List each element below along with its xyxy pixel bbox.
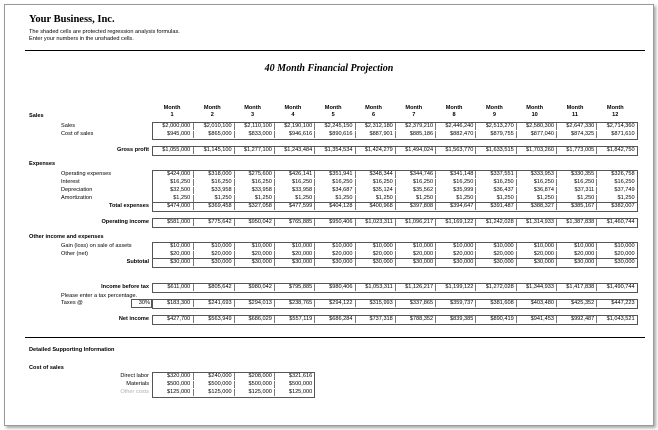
value-cell[interactable]: $294,122: [314, 300, 353, 307]
value-cell[interactable]: $882,470: [435, 131, 474, 138]
value-cell: $30,000: [475, 259, 514, 266]
value-cell[interactable]: $16,250: [314, 179, 353, 186]
value-cell: $1,354,534: [314, 147, 353, 154]
cost-value-cell[interactable]: $125,000: [193, 389, 232, 396]
row-label: Other (net): [61, 251, 89, 257]
row-label: Sales: [61, 123, 75, 129]
month-header-label: Month: [405, 105, 423, 111]
value-cell[interactable]: $425,352: [556, 300, 595, 307]
value-cell: $980,042: [234, 284, 273, 291]
value-cell[interactable]: $318,000: [193, 171, 232, 178]
value-cell: $391,487: [475, 203, 514, 210]
value-cell: $30,000: [596, 259, 635, 266]
row-label: Net income: [118, 316, 149, 322]
value-cell[interactable]: $10,000: [435, 243, 474, 250]
bottom-rule: [25, 337, 645, 338]
value-cell: $795,885: [274, 284, 313, 291]
value-cell[interactable]: $2,000,000: [162, 123, 191, 129]
value-cell: $581,000: [166, 219, 191, 225]
value-cell[interactable]: $16,250: [435, 179, 474, 186]
value-cell: $1,417,838: [556, 284, 595, 291]
value-cell[interactable]: $20,000: [355, 251, 394, 258]
row-label: Cost of sales: [61, 131, 94, 137]
value-cell[interactable]: $16,250: [274, 179, 313, 186]
value-cell: $1,096,217: [395, 219, 434, 226]
value-cell: $474,000: [166, 203, 191, 209]
row-label: Total expenses: [109, 203, 149, 209]
value-cell: $397,808: [395, 203, 434, 210]
value-cell[interactable]: $337,865: [395, 300, 434, 307]
value-cell: $30,000: [234, 259, 273, 266]
value-cell: $30,000: [274, 259, 313, 266]
month-header-number: 12: [612, 112, 619, 118]
value-cell: $765,885: [274, 219, 313, 226]
value-cell[interactable]: $34,687: [314, 187, 353, 194]
value-cell: $805,642: [193, 284, 232, 291]
value-cell[interactable]: $35,124: [355, 187, 394, 194]
value-cell: $1,169,122: [435, 219, 474, 226]
cost-value-cell[interactable]: $320,000: [166, 373, 191, 379]
value-cell: $1,842,750: [596, 147, 635, 154]
value-cell: $1,460,744: [596, 219, 635, 226]
month-header-label: Month: [445, 105, 463, 111]
value-cell: $1,773,005: [556, 147, 595, 154]
value-cell: $788,352: [395, 316, 434, 323]
value-cell[interactable]: $20,000: [193, 251, 232, 258]
value-cell: $388,327: [516, 203, 555, 210]
value-cell[interactable]: $16,250: [234, 179, 273, 186]
month-header-label: Month: [606, 105, 624, 111]
value-cell: $557,119: [274, 316, 313, 323]
cost-value-cell[interactable]: $500,000: [274, 381, 313, 388]
value-cell: $1,145,100: [193, 147, 232, 154]
value-cell[interactable]: $10,000: [516, 243, 555, 250]
value-cell[interactable]: $10,000: [170, 243, 191, 249]
row-label: Interest: [61, 179, 80, 185]
value-cell: $30,000: [556, 259, 595, 266]
value-cell[interactable]: $326,758: [596, 171, 635, 178]
value-cell[interactable]: $330,355: [556, 171, 595, 178]
month-header-label: Month: [526, 105, 544, 111]
value-cell[interactable]: $879,755: [475, 131, 514, 138]
value-cell[interactable]: $32,500: [170, 187, 191, 193]
value-cell[interactable]: $1,250: [475, 195, 514, 202]
value-cell[interactable]: $2,312,180: [355, 123, 394, 130]
cost-value-cell[interactable]: $321,616: [274, 373, 313, 380]
value-cell[interactable]: $20,000: [556, 251, 595, 258]
value-cell: $327,058: [234, 203, 273, 210]
value-cell[interactable]: $1,250: [355, 195, 394, 202]
value-cell[interactable]: $2,647,330: [556, 123, 595, 130]
row-label: Income before tax: [101, 284, 149, 290]
value-cell: $1,023,311: [355, 219, 394, 226]
month-header-label: Month: [365, 105, 382, 111]
month-header-number: 1: [170, 112, 174, 118]
value-cell[interactable]: $333,953: [516, 171, 555, 178]
value-cell[interactable]: $33,958: [274, 187, 313, 194]
value-cell[interactable]: $294,013: [234, 300, 273, 307]
month-header-number: 11: [572, 112, 578, 118]
value-cell: $477,599: [274, 203, 313, 210]
value-cell[interactable]: $20,000: [596, 251, 635, 258]
value-cell[interactable]: $241,693: [193, 300, 232, 307]
value-cell[interactable]: $35,562: [395, 187, 434, 194]
value-cell: $1,053,311: [355, 284, 394, 291]
value-cell: $611,000: [167, 284, 191, 290]
cost-value-cell[interactable]: $125,000: [274, 389, 313, 396]
value-cell[interactable]: $2,714,360: [596, 123, 635, 130]
value-cell: $950,042: [234, 219, 273, 226]
value-cell[interactable]: $351,941: [314, 171, 353, 178]
value-cell[interactable]: $20,000: [170, 251, 191, 257]
cost-value-cell[interactable]: $208,000: [234, 373, 273, 380]
cost-value-cell[interactable]: $240,000: [193, 373, 232, 380]
value-cell: $980,406: [314, 284, 353, 291]
projection-title: 40 Month Financial Projection: [264, 63, 394, 74]
cost-value-cell[interactable]: $500,000: [193, 381, 232, 388]
value-cell[interactable]: $16,250: [170, 179, 191, 185]
value-cell: $404,128: [314, 203, 353, 210]
value-cell[interactable]: $890,616: [314, 131, 353, 138]
value-cell: $30,000: [355, 259, 394, 266]
month-header-label: Month: [244, 105, 261, 111]
value-cell[interactable]: $348,344: [355, 171, 394, 178]
value-cell[interactable]: $885,186: [395, 131, 434, 138]
value-cell[interactable]: $1,250: [173, 195, 191, 201]
value-cell: $1,242,028: [475, 219, 514, 226]
value-cell[interactable]: $877,040: [516, 131, 555, 138]
value-cell: $1,344,933: [516, 284, 555, 291]
row-label: Amortization: [61, 195, 93, 201]
value-cell[interactable]: $10,000: [395, 243, 434, 250]
value-cell[interactable]: $403,480: [516, 300, 555, 307]
value-cell[interactable]: $16,250: [193, 179, 232, 186]
value-cell: $1,490,744: [596, 284, 635, 291]
month-header-label: Month: [566, 105, 584, 111]
month-header-number: 7: [412, 112, 416, 118]
value-cell[interactable]: $20,000: [435, 251, 474, 258]
value-cell: $1,563,770: [435, 147, 474, 154]
value-cell[interactable]: $10,000: [355, 243, 394, 250]
value-cell[interactable]: $2,110,100: [234, 123, 273, 130]
value-cell[interactable]: $35,999: [435, 187, 474, 194]
value-cell: $1,424,279: [355, 147, 394, 154]
value-cell: $30,000: [516, 259, 555, 266]
cost-value-cell[interactable]: $500,000: [234, 381, 273, 388]
value-cell[interactable]: $887,901: [355, 131, 394, 138]
value-cell: $839,385: [435, 316, 474, 323]
value-cell[interactable]: $16,250: [556, 179, 595, 186]
value-cell: $686,284: [314, 316, 353, 323]
value-cell: $1,055,000: [162, 147, 191, 153]
value-cell[interactable]: $2,245,150: [314, 123, 353, 130]
value-cell: $1,703,260: [516, 147, 555, 154]
value-cell[interactable]: $426,141: [274, 171, 313, 178]
row-label: Operating expenses: [61, 171, 112, 177]
value-cell[interactable]: $183,300: [166, 300, 191, 306]
cost-row-label: Other costs: [120, 389, 149, 395]
month-header-number: 6: [371, 112, 376, 118]
month-header-label: Month: [486, 105, 503, 111]
value-cell: $1,199,122: [435, 284, 474, 291]
month-header-label: Month: [203, 105, 221, 111]
value-cell: $1,126,217: [395, 284, 434, 291]
value-cell[interactable]: $20,000: [395, 251, 434, 258]
value-cell[interactable]: $2,580,300: [516, 123, 555, 130]
value-cell: $1,277,100: [234, 147, 273, 154]
row-label: Depreciation: [61, 187, 93, 193]
value-cell[interactable]: $2,190,100: [274, 123, 313, 130]
value-cell: $30,000: [314, 259, 353, 266]
row-label: Gross profit: [116, 147, 149, 153]
value-cell[interactable]: $1,250: [274, 195, 313, 202]
value-cell: $394,647: [435, 203, 474, 210]
month-header-label: Month: [284, 105, 302, 111]
value-cell: $30,000: [170, 259, 191, 265]
value-cell[interactable]: $1,250: [314, 195, 353, 202]
value-cell: $1,243,484: [274, 147, 313, 154]
value-cell[interactable]: $36,874: [516, 187, 555, 194]
value-cell[interactable]: $424,000: [166, 171, 191, 177]
value-cell: $385,167: [556, 203, 595, 210]
value-cell[interactable]: $275,600: [234, 171, 273, 178]
value-cell: $30,000: [435, 259, 474, 266]
value-cell[interactable]: $1,250: [234, 195, 273, 202]
value-cell: $950,406: [314, 219, 353, 226]
value-cell[interactable]: $10,000: [596, 243, 635, 250]
section-detail: Detailed Supporting Information: [29, 347, 115, 353]
value-cell[interactable]: $2,513,270: [475, 123, 514, 130]
spreadsheet-sheet: [4, 4, 654, 426]
value-cell[interactable]: $16,250: [395, 179, 434, 186]
value-cell[interactable]: $865,000: [193, 131, 232, 138]
value-cell[interactable]: $833,000: [234, 131, 273, 138]
value-cell: $737,318: [355, 316, 394, 323]
value-cell: $1,633,515: [475, 147, 514, 154]
top-rule: [25, 50, 645, 51]
row-label: Taxes @: [61, 300, 83, 306]
value-cell[interactable]: $10,000: [556, 243, 595, 250]
note-shaded-cells: The shaded cells are protected regression analysis formulas.: [29, 29, 180, 35]
tax-rate-input[interactable]: 30%: [131, 299, 152, 308]
value-cell: $369,458: [193, 203, 232, 210]
company-name: Your Business, Inc.: [29, 14, 115, 25]
value-cell[interactable]: $1,250: [193, 195, 232, 202]
value-cell[interactable]: $359,737: [435, 300, 474, 307]
value-cell[interactable]: $20,000: [475, 251, 514, 258]
value-cell: $686,029: [234, 316, 273, 323]
month-header-number: 10: [531, 112, 538, 118]
value-cell: $992,487: [556, 316, 595, 323]
value-cell[interactable]: $1,250: [516, 195, 555, 202]
cost-row-label: Materials: [126, 381, 149, 387]
month-header-label: Month: [163, 105, 181, 111]
value-cell[interactable]: $20,000: [234, 251, 273, 258]
value-cell: $427,700: [166, 316, 191, 322]
value-cell[interactable]: $2,446,240: [435, 123, 474, 130]
row-label: Gain (loss) on sale of assets: [61, 243, 132, 249]
value-cell[interactable]: $874,325: [556, 131, 595, 138]
value-cell[interactable]: $945,000: [166, 131, 191, 137]
value-cell[interactable]: $10,000: [314, 243, 353, 250]
cost-row-label: Direct labor: [120, 373, 149, 379]
month-header-number: 3: [251, 112, 255, 118]
value-cell: $1,494,024: [395, 147, 434, 154]
value-cell[interactable]: $33,958: [193, 187, 232, 194]
value-cell[interactable]: $10,000: [274, 243, 313, 250]
value-cell[interactable]: $344,746: [395, 171, 434, 178]
row-label: Operating income: [101, 219, 149, 225]
value-cell[interactable]: $946,616: [274, 131, 313, 138]
value-cell[interactable]: $16,250: [516, 179, 555, 186]
value-cell[interactable]: $1,250: [556, 195, 595, 202]
value-cell[interactable]: $16,250: [596, 179, 635, 186]
value-cell[interactable]: $16,250: [475, 179, 514, 186]
value-cell[interactable]: $20,000: [516, 251, 555, 258]
value-cell: $30,000: [395, 259, 434, 266]
value-cell: $30,000: [193, 259, 232, 266]
value-cell[interactable]: $1,250: [435, 195, 474, 202]
value-cell: $1,387,838: [556, 219, 595, 226]
value-cell[interactable]: $2,379,210: [395, 123, 434, 130]
cost-value-cell[interactable]: $125,000: [234, 389, 273, 396]
value-cell: $1,043,521: [596, 316, 635, 323]
value-cell[interactable]: $447,223: [596, 300, 635, 307]
value-cell[interactable]: $10,000: [475, 243, 514, 250]
value-cell[interactable]: $2,010,100: [193, 123, 232, 130]
value-cell[interactable]: $381,608: [475, 300, 514, 307]
value-cell[interactable]: $315,993: [355, 300, 394, 307]
month-header-label: Month: [324, 105, 342, 111]
value-cell[interactable]: $1,250: [395, 195, 434, 202]
section-cost-of-sales: Cost of sales: [29, 365, 64, 371]
section-sales: Sales: [29, 113, 44, 119]
value-cell[interactable]: $871,610: [596, 131, 635, 138]
value-cell[interactable]: $1,250: [596, 195, 635, 202]
value-cell[interactable]: $10,000: [193, 243, 232, 250]
value-cell[interactable]: $37,749: [596, 187, 635, 194]
value-cell[interactable]: $10,000: [234, 243, 273, 250]
value-cell: $1,314,933: [516, 219, 555, 226]
value-cell[interactable]: $238,765: [274, 300, 313, 307]
month-header-number: 5: [331, 112, 335, 118]
value-cell: $775,642: [193, 219, 232, 226]
section-expenses: Expenses: [29, 161, 56, 167]
value-cell: $563,949: [193, 316, 232, 323]
month-header-number: 8: [452, 112, 456, 118]
value-cell: $890,419: [475, 316, 514, 323]
value-cell: $1,272,028: [475, 284, 514, 291]
value-cell[interactable]: $36,437: [475, 187, 514, 194]
value-cell: $382,007: [596, 203, 635, 210]
value-cell[interactable]: $341,148: [435, 171, 474, 178]
value-cell[interactable]: $337,551: [475, 171, 514, 178]
row-label: Subtotal: [126, 259, 149, 265]
value-cell[interactable]: $16,250: [355, 179, 394, 186]
value-cell: $400,968: [355, 203, 394, 210]
cost-value-cell[interactable]: $500,000: [166, 381, 191, 387]
month-header-number: 4: [291, 112, 295, 118]
value-cell[interactable]: $20,000: [314, 251, 353, 258]
month-header-number: 9: [492, 112, 496, 118]
value-cell[interactable]: $33,958: [234, 187, 273, 194]
cost-value-cell[interactable]: $125,000: [166, 389, 191, 395]
tax-note: Please enter a tax percentage.: [61, 293, 138, 299]
month-header-number: 2: [210, 112, 214, 118]
value-cell[interactable]: $37,311: [556, 187, 595, 194]
note-enter-numbers: Enter your numbers in the unshaded cells.: [29, 36, 134, 42]
value-cell[interactable]: $20,000: [274, 251, 313, 258]
value-cell: $941,453: [516, 316, 555, 323]
section-other-income: Other income and expenses: [29, 234, 104, 240]
